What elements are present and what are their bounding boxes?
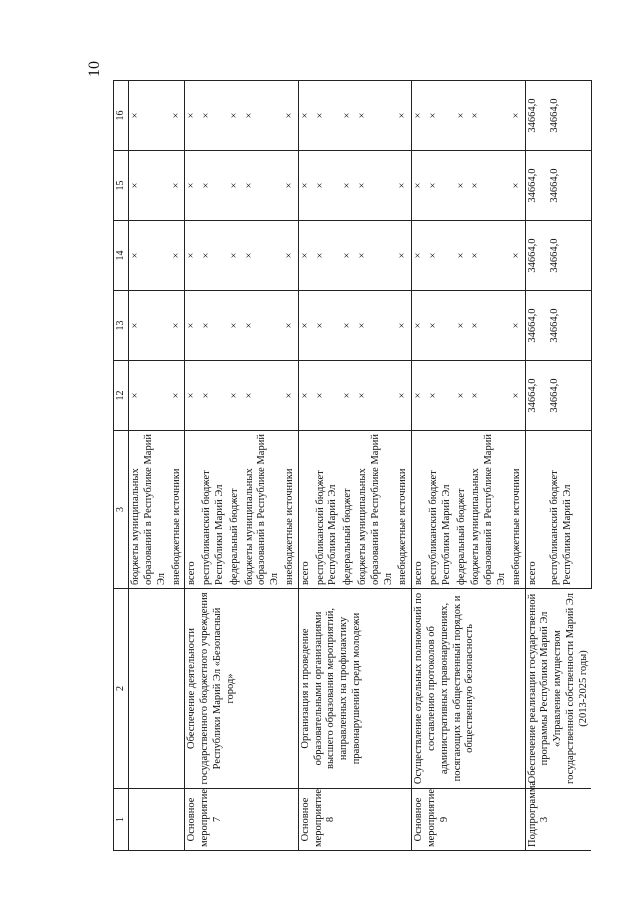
- value-cell: ×: [412, 291, 427, 361]
- value-cell: 34664,0: [525, 221, 548, 291]
- value-cell: ×: [396, 361, 411, 431]
- header-col-14: 14: [114, 221, 129, 291]
- value-cell: ×: [170, 151, 185, 221]
- value-cell: 34664,0: [525, 291, 548, 361]
- value-cell: ×: [356, 81, 396, 151]
- activity-description-cell: Организация и проведение образовательными организациями высшего образования мероприятий, направленных на профилактику правонарушений среди молодежи: [298, 589, 411, 789]
- value-cell: ×: [298, 221, 313, 291]
- value-cell: ×: [314, 361, 342, 431]
- table-row: [412, 81, 427, 851]
- rotated-table-container: [113, 81, 589, 851]
- activity-code-cell: Основное мероприятие 9: [412, 789, 525, 851]
- value-cell: ×: [412, 81, 427, 151]
- value-cell: ×: [356, 361, 396, 431]
- activity-code-cell: [129, 789, 185, 851]
- value-cell: ×: [228, 151, 243, 221]
- value-cell: ×: [298, 361, 313, 431]
- value-cell: ×: [298, 151, 313, 221]
- page-number: 10: [86, 61, 103, 77]
- value-cell: ×: [283, 221, 298, 291]
- funding-source-cell: бюджеты муниципальных образований в Республике Марий Эл: [356, 431, 396, 589]
- value-cell: ×: [341, 361, 356, 431]
- value-cell: ×: [510, 221, 525, 291]
- value-cell: ×: [170, 291, 185, 361]
- value-cell: ×: [200, 221, 228, 291]
- value-cell: ×: [283, 81, 298, 151]
- value-cell: ×: [341, 151, 356, 221]
- value-cell: ×: [228, 361, 243, 431]
- activity-description-cell: Обеспечение деятельности государственного бюджетного учреждения Республики Марий Эл «Безопасный город»: [185, 589, 298, 789]
- table-body: [129, 81, 592, 851]
- value-cell: ×: [185, 361, 200, 431]
- value-cell: 34664,0: [525, 151, 548, 221]
- value-cell: ×: [129, 221, 170, 291]
- value-cell: ×: [170, 81, 185, 151]
- value-cell: 34664,0: [525, 81, 548, 151]
- value-cell: ×: [455, 291, 470, 361]
- value-cell: ×: [510, 291, 525, 361]
- value-cell: ×: [314, 81, 342, 151]
- header-col-16: 16: [114, 81, 129, 151]
- funding-source-cell: внебюджетные источники: [510, 431, 525, 589]
- value-cell: ×: [200, 151, 228, 221]
- funding-source-cell: республиканский бюджет Республики Марий Эл: [427, 431, 455, 589]
- funding-source-cell: бюджеты муниципальных образований в Республике Марий Эл: [129, 431, 170, 589]
- value-cell: ×: [356, 221, 396, 291]
- value-cell: ×: [129, 151, 170, 221]
- value-cell: ×: [228, 81, 243, 151]
- value-cell: ×: [396, 151, 411, 221]
- funding-source-cell: внебюджетные источники: [396, 431, 411, 589]
- value-cell: ×: [200, 291, 228, 361]
- value-cell: ×: [427, 221, 455, 291]
- value-cell: ×: [396, 81, 411, 151]
- value-cell: 34664,0: [548, 81, 591, 151]
- value-cell: ×: [427, 81, 455, 151]
- value-cell: ×: [129, 81, 170, 151]
- value-cell: ×: [170, 221, 185, 291]
- value-cell: ×: [427, 151, 455, 221]
- value-cell: ×: [129, 291, 170, 361]
- header-col-3: 3: [114, 431, 129, 589]
- value-cell: ×: [455, 81, 470, 151]
- header-col-15: 15: [114, 151, 129, 221]
- value-cell: ×: [469, 81, 509, 151]
- value-cell: ×: [412, 221, 427, 291]
- header-col-2: 2: [114, 589, 129, 789]
- activity-description-cell: Обеспечение реализации государственной программы Республики Марий Эл «Управление имуществом государственной собственности Марий Эл (2013-2025 годы): [525, 589, 591, 789]
- header-col-12: 12: [114, 361, 129, 431]
- table-row: [185, 81, 200, 851]
- table-row: [298, 81, 313, 851]
- value-cell: ×: [396, 221, 411, 291]
- activity-code-cell: Основное мероприятие 8: [298, 789, 411, 851]
- value-cell: ×: [283, 151, 298, 221]
- value-cell: ×: [283, 291, 298, 361]
- activity-code-cell: Основное мероприятие 7: [185, 789, 298, 851]
- header-row: [114, 81, 129, 851]
- value-cell: 34664,0: [548, 361, 591, 431]
- header-col-13: 13: [114, 291, 129, 361]
- funding-source-cell: всего: [185, 431, 200, 589]
- value-cell: ×: [185, 81, 200, 151]
- value-cell: ×: [396, 291, 411, 361]
- funding-source-cell: бюджеты муниципальных образований в Республике Марий Эл: [243, 431, 283, 589]
- value-cell: ×: [427, 291, 455, 361]
- funding-source-cell: всего: [298, 431, 313, 589]
- value-cell: ×: [228, 291, 243, 361]
- funding-source-cell: республиканский бюджет Республики Марий Эл: [314, 431, 342, 589]
- value-cell: ×: [510, 81, 525, 151]
- value-cell: ×: [243, 361, 283, 431]
- value-cell: ×: [314, 151, 342, 221]
- value-cell: ×: [243, 151, 283, 221]
- value-cell: ×: [510, 151, 525, 221]
- activity-code-cell: Подпрограмма 3: [525, 789, 591, 851]
- value-cell: ×: [200, 361, 228, 431]
- funding-source-cell: внебюджетные источники: [283, 431, 298, 589]
- funding-source-cell: бюджеты муниципальных образований в Республике Марий Эл: [469, 431, 509, 589]
- value-cell: ×: [469, 361, 509, 431]
- header-col-1: 1: [114, 789, 129, 851]
- value-cell: ×: [510, 361, 525, 431]
- activity-description-cell: [129, 589, 185, 789]
- value-cell: ×: [469, 291, 509, 361]
- funding-source-cell: всего: [412, 431, 427, 589]
- value-cell: ×: [412, 361, 427, 431]
- value-cell: ×: [356, 291, 396, 361]
- value-cell: 34664,0: [525, 361, 548, 431]
- value-cell: ×: [356, 151, 396, 221]
- value-cell: ×: [455, 221, 470, 291]
- value-cell: ×: [185, 221, 200, 291]
- value-cell: ×: [455, 361, 470, 431]
- value-cell: ×: [185, 151, 200, 221]
- value-cell: ×: [314, 221, 342, 291]
- value-cell: ×: [283, 361, 298, 431]
- value-cell: ×: [170, 361, 185, 431]
- value-cell: ×: [341, 291, 356, 361]
- budget-table: [113, 80, 592, 851]
- value-cell: ×: [298, 291, 313, 361]
- value-cell: 34664,0: [548, 221, 591, 291]
- funding-source-cell: республиканский бюджет Республики Марий Эл: [200, 431, 228, 589]
- funding-source-cell: федеральный бюджет: [228, 431, 243, 589]
- value-cell: ×: [200, 81, 228, 151]
- value-cell: ×: [341, 81, 356, 151]
- value-cell: ×: [243, 221, 283, 291]
- funding-source-cell: всего: [525, 431, 548, 589]
- funding-source-cell: федеральный бюджет: [455, 431, 470, 589]
- value-cell: ×: [455, 151, 470, 221]
- value-cell: 34664,0: [548, 291, 591, 361]
- value-cell: ×: [243, 81, 283, 151]
- funding-source-cell: внебюджетные источники: [170, 431, 185, 589]
- value-cell: ×: [469, 221, 509, 291]
- funding-source-cell: республиканский бюджет Республики Марий Эл: [548, 431, 591, 589]
- value-cell: 34664,0: [548, 151, 591, 221]
- value-cell: ×: [412, 151, 427, 221]
- value-cell: ×: [228, 221, 243, 291]
- value-cell: ×: [427, 361, 455, 431]
- table-row: [525, 81, 548, 851]
- table-row: [129, 81, 170, 851]
- funding-source-cell: федеральный бюджет: [341, 431, 356, 589]
- activity-description-cell: Осуществление отдельных полномочий по составлению протоколов об административных правонарушениях, посягающих на общественный порядок и общественную безопасность: [412, 589, 525, 789]
- value-cell: ×: [298, 81, 313, 151]
- value-cell: ×: [469, 151, 509, 221]
- value-cell: ×: [185, 291, 200, 361]
- value-cell: ×: [314, 291, 342, 361]
- value-cell: ×: [243, 291, 283, 361]
- value-cell: ×: [341, 221, 356, 291]
- value-cell: ×: [129, 361, 170, 431]
